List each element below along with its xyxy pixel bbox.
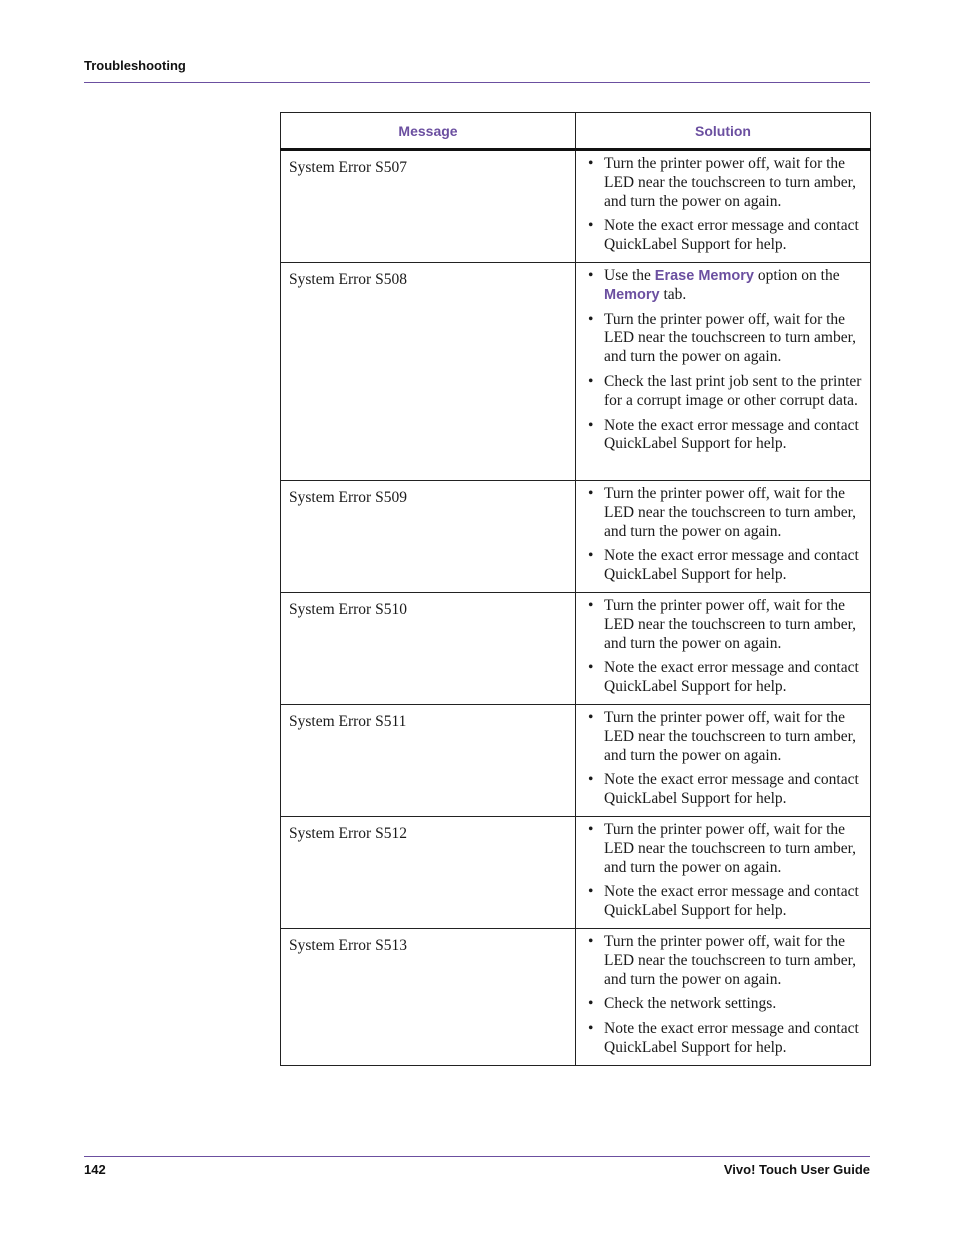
solution-item: • Check the network settings. — [586, 995, 864, 1014]
error-message-table — [280, 112, 871, 1066]
solution-item: • Turn the printer power off, wait for the LED near the touchscreen to turn amber, and turn the power on again. — [586, 709, 864, 765]
table-row — [281, 150, 871, 263]
solution-cell — [576, 929, 871, 1066]
solution-list — [586, 155, 864, 255]
solution-item: • Note the exact error message and contact QuickLabel Support for help. — [586, 217, 864, 255]
solution-item-erase-memory — [586, 267, 864, 305]
solution-item: • Turn the printer power off, wait for the LED near the touchscreen to turn amber, and turn the power on again. — [586, 821, 864, 877]
solution-list — [586, 821, 864, 921]
solution-cell — [576, 817, 871, 929]
erase-memory-term: Erase Memory — [654, 268, 754, 284]
solution-list — [586, 485, 864, 585]
solution-item: • Note the exact error message and contact QuickLabel Support for help. — [586, 659, 864, 697]
solution-list — [586, 933, 864, 1058]
error-message-cell: System Error S510 — [281, 593, 576, 705]
solution-item: • Note the exact error message and contact QuickLabel Support for help. — [586, 547, 864, 585]
table-header-row — [281, 113, 871, 150]
solution-cell — [576, 593, 871, 705]
solution-item: • Note the exact error message and contact QuickLabel Support for help. — [586, 417, 864, 455]
table-row — [281, 817, 871, 929]
error-message-cell: System Error S508 — [281, 263, 576, 481]
solution-item: • Note the exact error message and contact QuickLabel Support for help. — [586, 1020, 864, 1058]
solution-item: • Check the last print job sent to the printer for a corrupt image or other corrupt data. — [586, 373, 864, 411]
solution-item: • Note the exact error message and contact QuickLabel Support for help. — [586, 883, 864, 921]
solution-item: • Note the exact error message and contact QuickLabel Support for help. — [586, 771, 864, 809]
solution-cell — [576, 481, 871, 593]
error-message-cell: System Error S512 — [281, 817, 576, 929]
table-row — [281, 705, 871, 817]
solution-cell — [576, 705, 871, 817]
column-header-message: Message — [281, 113, 576, 150]
solution-item: • Turn the printer power off, wait for the LED near the touchscreen to turn amber, and turn the power on again. — [586, 485, 864, 541]
solution-item: • Turn the printer power off, wait for the LED near the touchscreen to turn amber, and turn the power on again. — [586, 155, 864, 211]
step-text: tab. — [659, 285, 687, 303]
table-row — [281, 929, 871, 1066]
solution-item: • Turn the printer power off, wait for the LED near the touchscreen to turn amber, and turn the power on again. — [586, 597, 864, 653]
table-row — [281, 593, 871, 705]
running-header: Troubleshooting — [84, 58, 186, 73]
header-rule — [84, 82, 870, 83]
solution-item: • Turn the printer power off, wait for the LED near the touchscreen to turn amber, and turn the power on again. — [586, 933, 864, 989]
error-message-cell: System Error S513 — [281, 929, 576, 1066]
table-row — [281, 263, 871, 481]
footer-rule — [84, 1156, 870, 1157]
step-text: option on the — [753, 267, 840, 284]
error-message-cell: System Error S511 — [281, 705, 576, 817]
solution-list — [586, 709, 864, 809]
page-number: 142 — [84, 1162, 106, 1177]
column-header-solution: Solution — [576, 113, 871, 150]
error-message-cell: System Error S509 — [281, 481, 576, 593]
error-message-cell: System Error S507 — [281, 150, 576, 263]
solution-cell — [576, 263, 871, 481]
table-row — [281, 481, 871, 593]
solution-item: • Turn the printer power off, wait for the LED near the touchscreen to turn amber, and turn the power on again. — [586, 311, 864, 367]
solution-cell — [576, 150, 871, 263]
solution-list — [586, 267, 864, 454]
memory-tab-term: Memory — [604, 286, 660, 303]
step-text: Use the — [604, 267, 655, 284]
guide-title: Vivo! Touch User Guide — [723, 1162, 870, 1177]
solution-list — [586, 597, 864, 697]
